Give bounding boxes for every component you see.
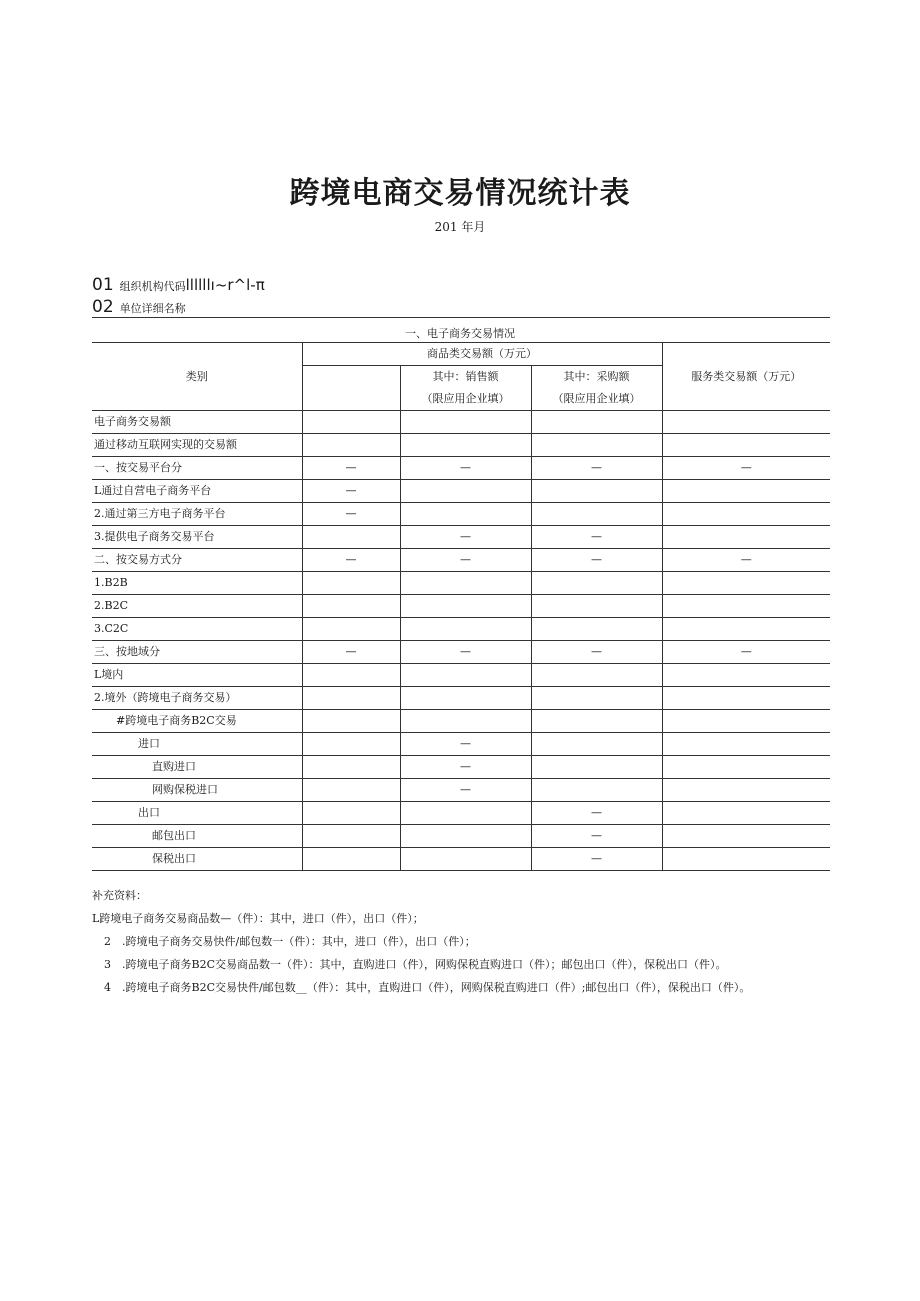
table-cell [400, 618, 531, 641]
table-cell [662, 848, 830, 871]
row-label: 通过移动互联网实现的交易额 [92, 434, 302, 457]
supplementary-notes [92, 884, 830, 999]
table-row [92, 549, 830, 572]
table-cell [302, 802, 400, 825]
table-cell: — [531, 825, 662, 848]
row-label: 2.B2C [92, 595, 302, 618]
table-row [92, 503, 830, 526]
unit-name-field [92, 297, 186, 317]
table-row [92, 779, 830, 802]
row-label: #跨境电子商务B2C交易 [92, 710, 302, 733]
table-cell [302, 687, 400, 710]
table-cell [302, 526, 400, 549]
header-divider [92, 317, 830, 318]
table-cell [400, 710, 531, 733]
table-cell: — [531, 526, 662, 549]
table-cell [662, 779, 830, 802]
table-cell [400, 572, 531, 595]
table-row [92, 595, 830, 618]
note-item: 2 .跨境电子商务交易快件/邮包数一（件）：其中，进口（件），出口（件）； [104, 935, 476, 948]
table-cell [662, 802, 830, 825]
table-cell [531, 572, 662, 595]
table-cell [400, 411, 531, 434]
row-label: 1.B2B [92, 572, 302, 595]
row-label: L境内 [92, 664, 302, 687]
table-row [92, 572, 830, 595]
table-cell: — [400, 641, 531, 664]
table-cell [531, 434, 662, 457]
note-item: 3 .跨境电子商务B2C交易商品数一（件）：其中，直购进口（件），网购保税直购进口（件）；邮包出口（件），保税出口（件）。 [104, 958, 727, 971]
table-cell: — [400, 457, 531, 480]
table-cell [662, 434, 830, 457]
table-cell [302, 825, 400, 848]
row-label: 2.通过第三方电子商务平台 [92, 503, 302, 526]
table-cell [531, 756, 662, 779]
table-cell [662, 503, 830, 526]
table-row [92, 756, 830, 779]
page-title: 跨境电商交易情况统计表 [289, 176, 631, 211]
table-cell [662, 411, 830, 434]
row-label: 2.境外（跨境电子商务交易） [92, 687, 302, 710]
table-cell [400, 480, 531, 503]
table-row [92, 664, 830, 687]
table-cell [302, 411, 400, 434]
table-cell: — [662, 549, 830, 572]
table-row [92, 457, 830, 480]
table-cell [531, 618, 662, 641]
table-cell: — [662, 641, 830, 664]
table-cell [302, 664, 400, 687]
table-cell [662, 825, 830, 848]
field-number: 02 [92, 297, 114, 317]
table-cell [400, 595, 531, 618]
row-label: 邮包出口 [92, 825, 302, 848]
note-item: 4 .跨境电子商务B2C交易快件/邮包数__（件）：其中，直购进口（件），网购保税直购进口（件）;邮包出口（件），保税出口（件）。 [104, 981, 751, 994]
header-purchase-line1: 其中：采购额 [531, 366, 662, 389]
table-cell [400, 825, 531, 848]
table-row [92, 526, 830, 549]
table-row [92, 434, 830, 457]
table-cell [662, 618, 830, 641]
table-cell [531, 779, 662, 802]
table-cell: — [302, 641, 400, 664]
table-cell [400, 802, 531, 825]
table-cell: — [302, 503, 400, 526]
table-cell [531, 710, 662, 733]
row-label: 进口 [92, 733, 302, 756]
table-cell [662, 664, 830, 687]
table-row [92, 825, 830, 848]
table-row [92, 848, 830, 871]
row-label: 保税出口 [92, 848, 302, 871]
row-label: 直购进口 [92, 756, 302, 779]
row-label: 网购保税进口 [92, 779, 302, 802]
ecommerce-table [92, 342, 830, 871]
table-cell: — [531, 802, 662, 825]
table-cell: — [302, 457, 400, 480]
table-cell [400, 687, 531, 710]
header-service-amount: 服务类交易额（万元） [662, 343, 830, 411]
table-row [92, 641, 830, 664]
table-cell: — [531, 848, 662, 871]
table-row [92, 411, 830, 434]
table-cell [302, 710, 400, 733]
table-cell: — [302, 549, 400, 572]
table-cell: — [400, 549, 531, 572]
table-row [92, 480, 830, 503]
table-cell [400, 503, 531, 526]
table-cell [662, 687, 830, 710]
table-cell [302, 572, 400, 595]
table-row [92, 710, 830, 733]
table-cell [302, 434, 400, 457]
table-cell [302, 733, 400, 756]
table-cell [662, 595, 830, 618]
table-cell [662, 710, 830, 733]
table-cell [662, 572, 830, 595]
table-cell [302, 595, 400, 618]
row-label: 三、按地域分 [92, 641, 302, 664]
table-cell [662, 526, 830, 549]
table-cell [302, 756, 400, 779]
table-cell [531, 503, 662, 526]
table-cell: — [302, 480, 400, 503]
table-cell [531, 733, 662, 756]
report-date: 201 年月 [434, 220, 486, 234]
field-number: 01 [92, 275, 114, 295]
table-cell: — [400, 756, 531, 779]
table-cell [531, 480, 662, 503]
table-cell [531, 687, 662, 710]
table-row [92, 687, 830, 710]
note-item: L跨境电子商务交易商品数—（件）：其中，进口（件），出口（件）； [92, 912, 424, 925]
row-label: 3.C2C [92, 618, 302, 641]
table-cell: — [400, 779, 531, 802]
table-cell [302, 618, 400, 641]
table-cell: — [400, 733, 531, 756]
notes-heading: 补充资料： [92, 889, 147, 902]
table-cell [531, 411, 662, 434]
header-sales-line1: 其中：销售额 [400, 366, 531, 389]
table-cell [400, 664, 531, 687]
table-cell: — [531, 457, 662, 480]
field-label: 单位详细名称 [119, 302, 186, 315]
table-cell [531, 664, 662, 687]
header-category: 类别 [92, 343, 302, 411]
field-label: 组织机构代码 [119, 280, 186, 293]
table-cell: — [400, 526, 531, 549]
table-row [92, 802, 830, 825]
row-label: L通过自营电子商务平台 [92, 480, 302, 503]
table-cell: — [531, 641, 662, 664]
header-purchase-line2: （限应用企业填） [531, 388, 662, 411]
table-cell [662, 756, 830, 779]
row-label: 一、按交易平台分 [92, 457, 302, 480]
org-code-value: llllllı~r^l-π [185, 276, 265, 294]
row-label: 3.提供电子商务交易平台 [92, 526, 302, 549]
table-cell [302, 779, 400, 802]
row-label: 电子商务交易额 [92, 411, 302, 434]
section-title: 一、电子商务交易情况 [405, 327, 515, 340]
table-cell [662, 733, 830, 756]
table-row [92, 733, 830, 756]
table-cell [400, 848, 531, 871]
table-cell: — [531, 549, 662, 572]
table-cell [302, 848, 400, 871]
row-label: 出口 [92, 802, 302, 825]
table-cell: — [662, 457, 830, 480]
header-goods-total [302, 366, 400, 411]
table-cell [531, 595, 662, 618]
org-code-field [92, 275, 265, 295]
header-goods-amount: 商品类交易额（万元） [302, 343, 662, 366]
table-cell [400, 434, 531, 457]
header-sales-line2: （限应用企业填） [400, 388, 531, 411]
table-row [92, 618, 830, 641]
table-cell [662, 480, 830, 503]
row-label: 二、按交易方式分 [92, 549, 302, 572]
